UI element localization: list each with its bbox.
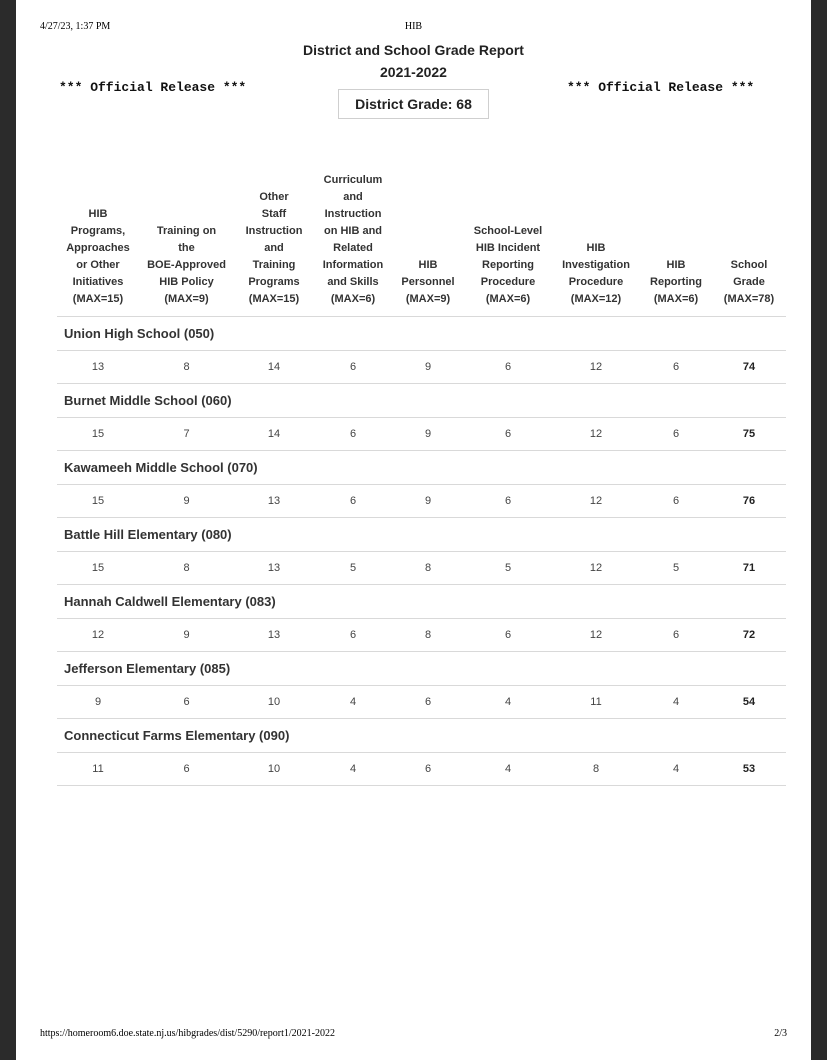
school-name-row — [57, 719, 786, 753]
score-cell: 6 — [314, 485, 392, 518]
score-cell: 15 — [57, 485, 139, 518]
table-row — [57, 485, 786, 518]
column-header-line: Other — [259, 191, 289, 203]
school-name: Battle Hill Elementary (080) — [57, 518, 786, 552]
school-grade-cell: 74 — [712, 351, 786, 384]
score-cell: 4 — [314, 753, 392, 786]
column-header-line: Programs, — [70, 225, 126, 237]
score-cell: 11 — [552, 686, 640, 719]
score-cell: 9 — [392, 351, 464, 384]
column-header-line: Training — [252, 259, 296, 271]
score-cell: 12 — [552, 485, 640, 518]
score-cell: 8 — [552, 753, 640, 786]
score-cell: 13 — [234, 485, 314, 518]
column-header-line: (MAX=78) — [723, 293, 775, 305]
score-cell: 15 — [57, 418, 139, 451]
score-cell: 14 — [234, 418, 314, 451]
column-header — [57, 160, 139, 317]
column-header — [552, 160, 640, 317]
score-cell: 6 — [464, 485, 552, 518]
score-cell: 5 — [464, 552, 552, 585]
score-cell: 10 — [234, 753, 314, 786]
column-header-line: (MAX=6) — [485, 293, 531, 305]
score-cell: 6 — [139, 753, 234, 786]
table-row — [57, 686, 786, 719]
report-year: 2021-2022 — [380, 64, 447, 80]
school-name-row — [57, 384, 786, 418]
score-cell: 6 — [314, 418, 392, 451]
school-name-row — [57, 652, 786, 686]
column-header-line: and — [264, 242, 284, 254]
column-header-line: HIB Incident — [475, 242, 541, 254]
score-cell: 8 — [139, 552, 234, 585]
column-header-line: HIB — [418, 259, 438, 271]
score-cell: 6 — [314, 619, 392, 652]
table-header-row — [57, 160, 786, 317]
school-grade-cell: 54 — [712, 686, 786, 719]
column-header-line: Staff — [261, 208, 287, 220]
column-header-line: Procedure — [480, 276, 536, 288]
district-grade-box: District Grade: 68 — [338, 89, 489, 119]
column-header-line: Training on — [156, 225, 217, 237]
score-cell: 6 — [640, 619, 712, 652]
table-row — [57, 552, 786, 585]
column-header-line: (MAX=6) — [653, 293, 699, 305]
score-cell: 9 — [392, 418, 464, 451]
school-name-row — [57, 451, 786, 485]
score-cell: 6 — [392, 753, 464, 786]
score-cell: 9 — [57, 686, 139, 719]
score-cell: 6 — [464, 418, 552, 451]
column-header-line: BOE-Approved — [147, 259, 226, 271]
column-header-line: Information — [322, 259, 384, 271]
school-name-row — [57, 585, 786, 619]
school-grade-cell: 71 — [712, 552, 786, 585]
school-name: Kawameeh Middle School (070) — [57, 451, 786, 485]
column-header-line: HIB — [666, 259, 686, 271]
score-cell: 6 — [640, 351, 712, 384]
column-header-line: HIB — [88, 208, 108, 220]
score-cell: 7 — [139, 418, 234, 451]
score-cell: 10 — [234, 686, 314, 719]
column-header-line: School — [730, 259, 768, 271]
score-cell: 6 — [464, 351, 552, 384]
column-header-line: (MAX=15) — [72, 293, 124, 305]
score-cell: 6 — [640, 418, 712, 451]
column-header-line: the — [178, 242, 195, 254]
school-name-row — [57, 518, 786, 552]
column-header-line: on HIB and — [323, 225, 383, 237]
score-cell: 13 — [57, 351, 139, 384]
print-datetime: 4/27/23, 1:37 PM — [40, 21, 111, 32]
score-cell: 6 — [392, 686, 464, 719]
column-header — [712, 160, 786, 317]
column-header-line: (MAX=12) — [570, 293, 622, 305]
score-cell: 4 — [314, 686, 392, 719]
score-cell: 8 — [392, 552, 464, 585]
column-header-line: Reporting — [650, 276, 702, 288]
score-cell: 6 — [139, 686, 234, 719]
school-name-row — [57, 317, 786, 351]
score-cell: 4 — [464, 686, 552, 719]
column-header-line: HIB Policy — [159, 276, 214, 288]
column-header-line: HIB — [586, 242, 606, 254]
column-header — [392, 160, 464, 317]
school-grades-table — [57, 160, 786, 786]
column-header-line: Related — [333, 242, 373, 254]
score-cell: 8 — [392, 619, 464, 652]
school-name: Burnet Middle School (060) — [57, 384, 786, 418]
column-header-line: Personnel — [401, 276, 455, 288]
print-page-number: 2/3 — [774, 1028, 787, 1039]
score-cell: 6 — [314, 351, 392, 384]
table-row — [57, 418, 786, 451]
column-header-line: Instruction — [324, 208, 382, 220]
report-title: District and School Grade Report — [303, 42, 524, 58]
score-cell: 12 — [552, 351, 640, 384]
school-name: Connecticut Farms Elementary (090) — [57, 719, 786, 753]
score-cell: 13 — [234, 619, 314, 652]
score-cell: 6 — [640, 485, 712, 518]
column-header — [139, 160, 234, 317]
column-header-line: Initiatives — [72, 276, 124, 288]
score-cell: 5 — [640, 552, 712, 585]
official-release-left: *** Official Release *** — [59, 80, 247, 95]
school-name: Jefferson Elementary (085) — [57, 652, 786, 686]
official-release-right: *** Official Release *** — [567, 80, 755, 95]
score-cell: 15 — [57, 552, 139, 585]
print-footer-url: https://homeroom6.doe.state.nj.us/hibgrades/dist/5290/report1/2021-2022 — [40, 1028, 335, 1039]
column-header-line: Reporting — [482, 259, 534, 271]
score-cell: 6 — [464, 619, 552, 652]
column-header-line: (MAX=9) — [164, 293, 209, 305]
column-header-line: School-Level — [473, 225, 543, 237]
table-row — [57, 753, 786, 786]
score-cell: 9 — [139, 485, 234, 518]
table-row — [57, 351, 786, 384]
score-cell: 9 — [392, 485, 464, 518]
score-cell: 14 — [234, 351, 314, 384]
school-grade-cell: 75 — [712, 418, 786, 451]
print-header-title: HIB — [404, 21, 423, 32]
school-grade-cell: 53 — [712, 753, 786, 786]
score-cell: 8 — [139, 351, 234, 384]
score-cell: 4 — [640, 753, 712, 786]
column-header — [640, 160, 712, 317]
school-name: Union High School (050) — [57, 317, 786, 351]
report-page — [16, 0, 811, 1060]
column-header-line: (MAX=6) — [330, 293, 376, 305]
column-header-line: Grade — [733, 276, 765, 288]
score-cell: 4 — [464, 753, 552, 786]
column-header — [464, 160, 552, 317]
score-cell: 12 — [552, 619, 640, 652]
column-header — [314, 160, 392, 317]
column-header-line: and — [343, 191, 363, 203]
score-cell: 5 — [314, 552, 392, 585]
school-name: Hannah Caldwell Elementary (083) — [57, 585, 786, 619]
column-header-line: Investigation — [562, 259, 630, 271]
table-row — [57, 619, 786, 652]
column-header — [234, 160, 314, 317]
column-header-line: (MAX=9) — [405, 293, 451, 305]
column-header-line: Programs — [248, 276, 300, 288]
school-grade-cell: 72 — [712, 619, 786, 652]
score-cell: 9 — [139, 619, 234, 652]
score-cell: 13 — [234, 552, 314, 585]
score-cell: 12 — [552, 552, 640, 585]
score-cell: 12 — [57, 619, 139, 652]
table-body — [57, 317, 786, 786]
column-header-line: Approaches — [66, 242, 130, 254]
column-header-line: Instruction — [245, 225, 303, 237]
column-header-line: or Other — [76, 259, 120, 271]
column-header-line: Procedure — [568, 276, 624, 288]
column-header-line: and Skills — [327, 276, 379, 288]
school-grade-cell: 76 — [712, 485, 786, 518]
score-cell: 11 — [57, 753, 139, 786]
score-cell: 4 — [640, 686, 712, 719]
column-header-line: Curriculum — [323, 174, 383, 186]
score-cell: 12 — [552, 418, 640, 451]
column-header-line: (MAX=15) — [248, 293, 300, 305]
